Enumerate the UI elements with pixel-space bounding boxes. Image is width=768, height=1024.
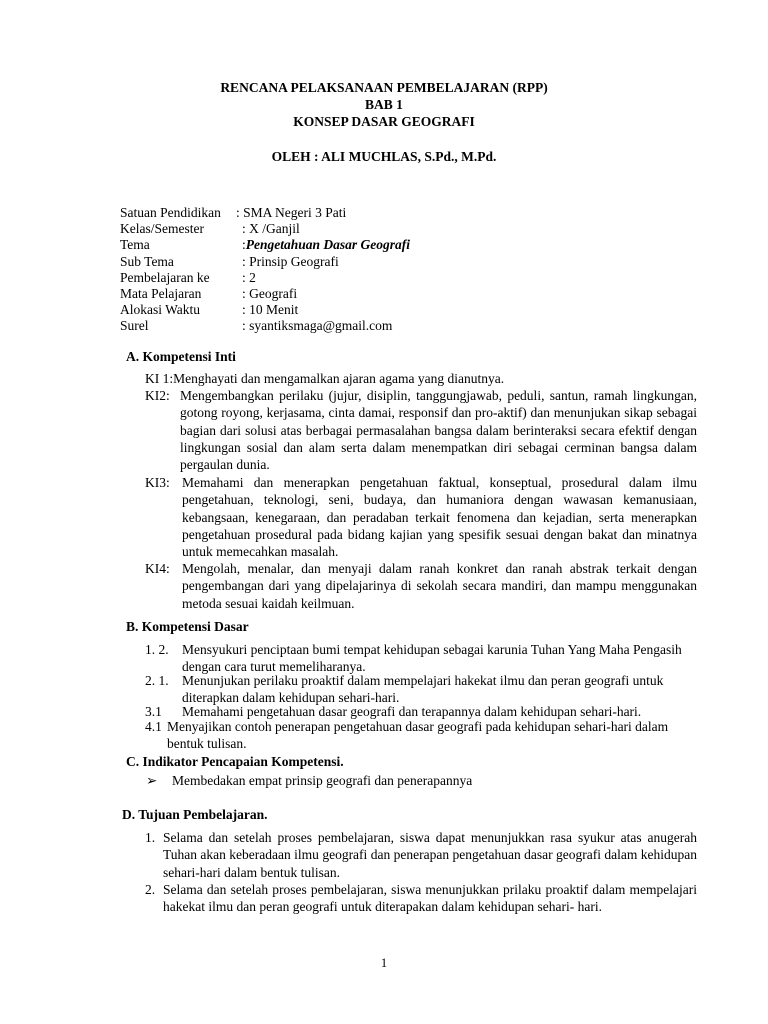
section-c-title: C. Indikator Pencapaian Kompetensi. xyxy=(126,754,344,769)
ki2-body: Mengembangkan perilaku (jujur, disiplin, tanggungjawab, peduli, santun, ramah lingkungan, gotong royong, kerjasama, cinta damai, responsif dan pro-aktif) dan menunjukan sikap sebagai bagian dari solusi atas berbagai permasalahan bangsa dalam berinteraksi secara efektif dengan lingkungan sosial dan alam serta dalam menempatkan diri sebagai cerminan bangsa dalam pergaulan dunia. xyxy=(180,388,697,473)
identity-value: : X /Ganjil xyxy=(242,221,300,236)
kd-number: 4.1 xyxy=(145,719,162,734)
identity-row xyxy=(120,221,300,237)
kd-number: 3.1 xyxy=(145,704,162,719)
identity-key: Satuan Pendidikan xyxy=(120,205,221,220)
ki4-text: Mengolah, menalar, dan menyaji dalam ranah konkret dan ranah abstrak terkait dengan pengembangan dari yang dipelajarinya di sekolah secara mandiri, dan mampu menggunakan metoda sesuai kaidah keilmuan. xyxy=(182,561,697,611)
identity-row xyxy=(120,205,346,221)
identity-value: Pengetahuan Dasar Geografi xyxy=(245,237,411,252)
doc-title: RENCANA PELAKSANAAN PEMBELAJARAN (RPP) xyxy=(220,80,548,95)
ki3-text: Memahami dan menerapkan pengetahuan faktual, konseptual, prosedural dalam ilmu pengetahuan, teknologi, seni, budaya, dan humaniora dengan wawasan kemanusiaan, kebangsaan, kenegaraan, dan peradaban terkait fenomena dan kejadian, serta menerapkan pengetahuan prosedural pada bidang kajian yang spesifik sesuai dengan bakat dan minatnya untuk memecahkan masalah. xyxy=(182,475,697,560)
kd-text: Menyajikan contoh penerapan pengetahuan dasar geografi pada kehidupan sehari-hari dalam bentuk tulisan. xyxy=(167,719,669,752)
objective-text: Selama dan setelah proses pembelajaran, siswa menunjukkan prilaku proaktif dalam mempelajari hakekat ilmu dan peran geografi untuk diterapakan dalam kehidupan sehari- hari. xyxy=(163,882,697,915)
identity-value: : Prinsip Geografi xyxy=(242,254,339,269)
identity-row xyxy=(120,237,410,253)
identity-row xyxy=(120,254,339,270)
doc-author: OLEH : ALI MUCHLAS, S.Pd., M.Pd. xyxy=(271,149,497,164)
identity-value: : Geografi xyxy=(242,286,298,301)
ki1-text: KI 1:Menghayati dan mengamalkan ajaran agama yang dianutnya. xyxy=(145,371,505,386)
indicator-item: Membedakan empat prinsip geografi dan penerapannya xyxy=(172,773,473,788)
identity-key: Mata Pelajaran xyxy=(120,286,202,301)
identity-value: : 10 Menit xyxy=(242,302,299,317)
kd-number: 2. 1. xyxy=(145,673,169,688)
objective-text: Selama dan setelah proses pembelajaran, siswa dapat menunjukkan rasa syukur atas anugerah Tuhan akan keberadaan ilmu geografi dan penerapan pengetahuan dasar geografi dalam kehidupan sehari-hari dalam bentuk tulisan. xyxy=(163,830,697,880)
identity-key: Tema xyxy=(120,237,150,252)
identity-key: Kelas/Semester xyxy=(120,221,204,236)
kd-text: Menunjukan perilaku proaktif dalam mempelajari hakekat ilmu dan peran geografi untuk diterapkan dalam kehidupan sehari-hari. xyxy=(182,673,664,706)
doc-topic: KONSEP DASAR GEOGRAFI xyxy=(293,114,475,129)
identity-key: Surel xyxy=(120,318,149,333)
identity-key: Sub Tema xyxy=(120,254,174,269)
identity-value: : 2 xyxy=(242,270,256,285)
ki2-label: KI2: xyxy=(145,388,170,403)
identity-key: Alokasi Waktu xyxy=(120,302,201,317)
section-b-title: B. Kompetensi Dasar xyxy=(126,619,249,634)
objective-number: 1. xyxy=(145,830,156,845)
bullet-icon: ➢ xyxy=(146,773,158,788)
ki3-label: KI3: xyxy=(145,475,170,490)
ki4-label: KI4: xyxy=(145,561,170,576)
objective-number: 2. xyxy=(145,882,156,897)
kd-text: Memahami pengetahuan dasar geografi dan terapannya dalam kehidupan sehari-hari. xyxy=(182,704,642,719)
identity-key: Pembelajaran ke xyxy=(120,270,210,285)
identity-colon: : xyxy=(242,237,246,252)
identity-value: : SMA Negeri 3 Pati xyxy=(236,205,347,220)
section-a-title: A. Kompetensi Inti xyxy=(126,349,236,364)
ki2-text xyxy=(182,387,697,473)
kd-number: 1. 2. xyxy=(145,642,169,657)
page-number: 1 xyxy=(380,956,388,970)
kd-text: Mensyukuri penciptaan bumi tempat kehidupan sebagai karunia Tuhan Yang Maha Pengasih dengan cara turut memeliharanya. xyxy=(182,642,682,675)
identity-row xyxy=(120,270,256,286)
section-d-title: D. Tujuan Pembelajaran. xyxy=(122,807,268,822)
doc-bab: BAB 1 xyxy=(365,97,403,112)
identity-row xyxy=(120,286,297,302)
identity-row xyxy=(120,318,392,334)
identity-row xyxy=(120,302,298,318)
identity-value: : syantiksmaga@gmail.com xyxy=(242,318,393,333)
